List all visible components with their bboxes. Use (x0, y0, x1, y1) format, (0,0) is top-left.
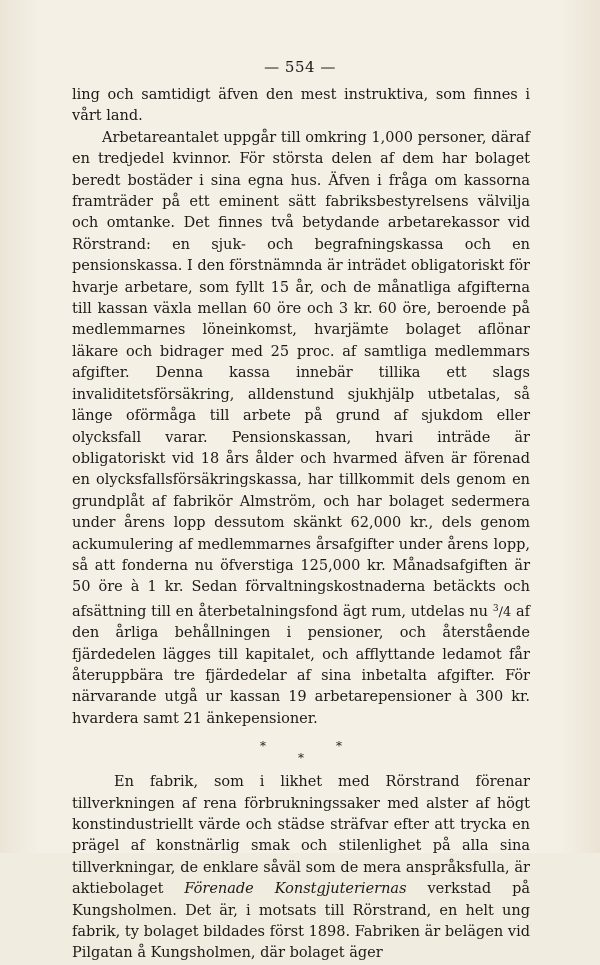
fraction (493, 605, 511, 620)
section-separator (72, 734, 530, 768)
paragraph-text: Arbetareantalet uppgår till omkring 1,000 personer, däraf en tredjedel kvinnor. För största delen af dem har bolaget beredt bostäder i sina egna hus. Äfven i fråga om kassorna framträder på ett eminent sätt fabriksbestyrelsens välvilja och omtanke. Det finnes två betydande arbetarekassor vid Rörstrand: en sjuk- och begrafningskassa och en pensionskassa. I den förstnämnda är inträdet obligatoriskt för hvarje arbetare, som fyllt 15 år, och de månatliga afgifterna till kassan växla mellan 60 öre och 3 kr. 60 öre, beroende på medlemmarnes löneinkomst, hvarjämte bolaget aflönar läkare och bidrager med 25 proc. af samtliga medlemmars afgifter. Denna kassa innebär tillika ett slags invaliditetsförsäkring, alldenstund sjukhjälp utbetalas, så länge oförmåga till arbete på grund af sjukdom eller olycksfall varar. Pensionskassan, hvari inträde är obligatoriskt vid 18 års ålder och hvarmed äfven är förenad en olycksfallsförsäkringskassa, har tillkommit dels genom en grundplåt af fabrikör Almström, och har bolaget sedermera under årens lopp dessutom skänkt 62,000 kr., dels genom ackumulering af medlemmarnes årsafgifter under årens lopp, så att fonderna nu öfverstiga 125,000 kr. Månadsafgiften är 50 öre à 1 kr. Sedan förvaltningskostnaderna betäckts och afsättning till en återbetalningsfond ägt rum, utdelas nu (72, 129, 530, 620)
page-number: — 554 — (264, 58, 336, 76)
paragraph-konstgjuterier (72, 772, 530, 965)
asterisk-bottom: * (298, 751, 304, 766)
paragraph-text-after: verkstad på Kungsholmen. Det är, i motsats till Rörstrand, en helt ung fabrik, ty bolaget bildades först 1898. Fabriken är belägen vid Pilgatan å Kungsholmen, där bolaget äger (72, 881, 530, 962)
body-text (72, 85, 530, 965)
asterisk-right: * (336, 739, 342, 754)
fraction-numerator: 3 (492, 603, 499, 614)
paragraph-text: En fabrik, som i likhet med Rörstrand förenar tillverkningen af rena förbrukningssaker med alster af högt konstindustriellt värde och städse sträfvar efter att trycka en prägel af konstnärlig smak och stilenlighet på alla sina tillverkningar, de enklare såväl som de mera anspråksfulla, är aktiebolaget (72, 774, 530, 898)
paragraph-workers-and-funds (72, 128, 530, 730)
paragraph-continuation: ling och samtidigt äfven den mest instruktiva, som finnes i vårt land. (72, 87, 530, 125)
paragraph-text-after: af den årliga behållningen i pensioner, och återstående fjärdedelen lägges till kapitalet, och afflyttande ledamot får återuppbära tre fjärdedelar af sina inbetalta afgifter. För närvarande utgå ur kassan 19 arbetarepensioner à 300 kr. hvardera samt 21 änkepensioner. (72, 603, 531, 727)
fraction-denominator: /4 (498, 604, 512, 620)
asterisk-left: * (260, 739, 266, 754)
company-name-italic: Förenade Konstgjuteriernas (184, 881, 407, 898)
